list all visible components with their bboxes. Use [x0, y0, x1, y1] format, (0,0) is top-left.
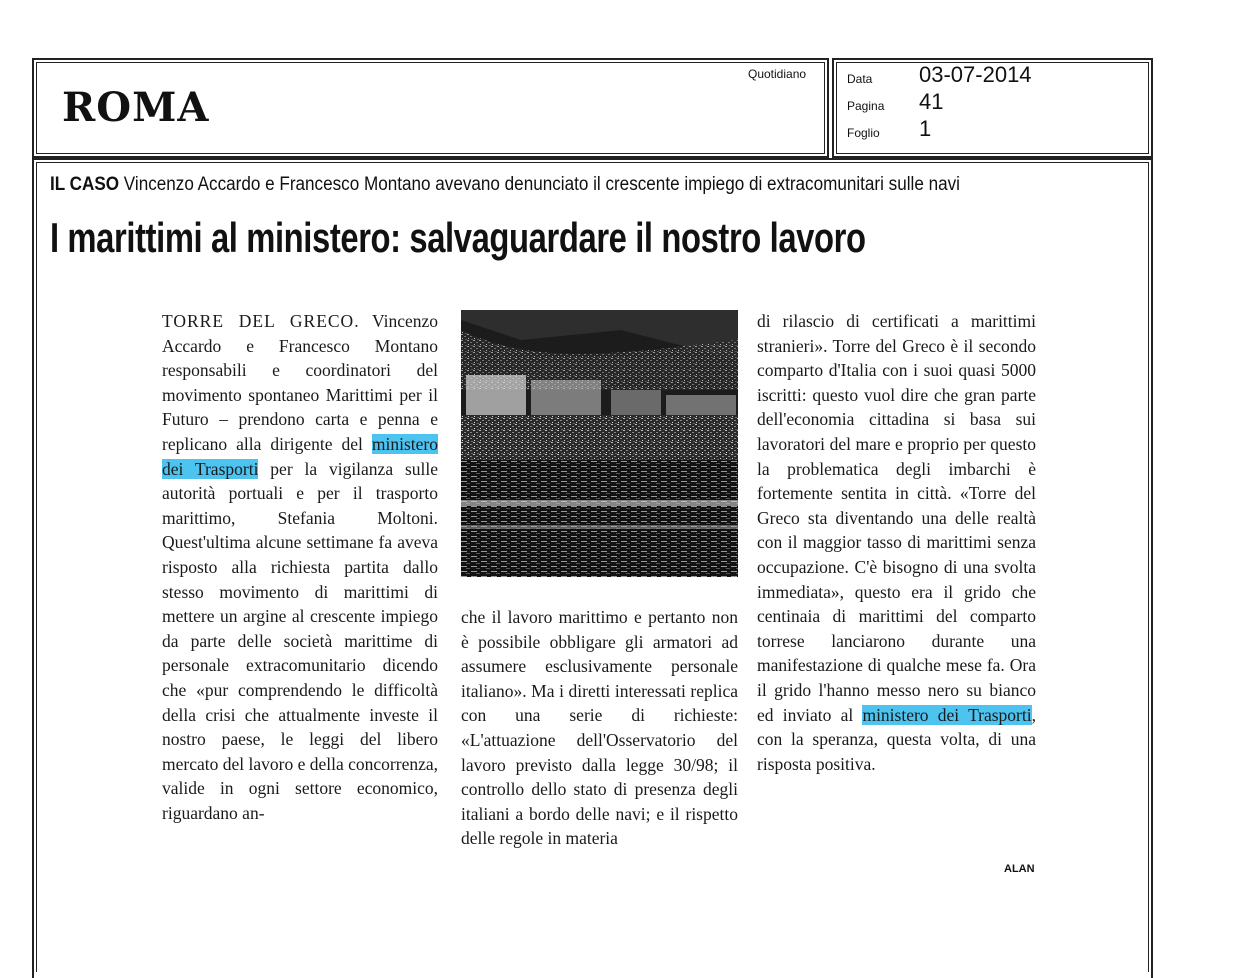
col3-text-start: di rilascio di certificati a marittimi stranieri». Torre del Greco è il secondo comparto d'Italia con i suoi quasi 5000 iscritti: questo vuol dire che gran parte dell'economia cittadina si basa sui lavoratori del mare e proprio per questo la problematica degli imbarchi è fortemente sentita in città. «Torre del Greco sta diventando una delle realtà con il maggior tasso di marittimi senza occupazione. C'è bisogno di una svolta immediata», questo era il grido che centinaia di marittimi del comparto torrese lanciarono durante una manifestazione di qualche mese fa. Ora il grido l'hanno messo nero su bianco ed inviato al: [757, 311, 1036, 725]
newspaper-name: ROMA: [62, 84, 210, 131]
newspaper-type: Quotidiano: [748, 67, 807, 81]
author-signature: ALAN: [1004, 863, 1035, 875]
date-label: Data: [847, 72, 873, 86]
article-column-2: [461, 605, 738, 851]
page-label: Pagina: [847, 99, 885, 113]
article-photo: [461, 310, 738, 577]
article-column-1: [162, 309, 438, 825]
col1-text-end: per la vigilanza sulle autorità portuali e per il trasporto marittimo, Stefania Moltoni. Quest'ultima alcune settimane fa aveva risposto alla richiesta partita dallo stesso movimento di marittimi di mettere un argine al crescente impiego da parte delle società marittime di personale extracomunitario dicendo che «pur comprendendo le difficoltà della crisi che attualmente investe il nostro paese, le leggi del libero mercato del lavoro e della concorrenza, valide in ogni settore economico, riguardano an-: [162, 458, 438, 823]
date-value: 03-07-2014: [919, 62, 1032, 87]
highlight-ministero-1: ministero dei Trasporti: [162, 433, 438, 479]
harbor-photo-image: [461, 310, 738, 577]
sheet-value: 1: [919, 116, 932, 141]
article-column-3: [757, 309, 1036, 776]
dateline-place: TORRE DEL GRECO: [162, 311, 355, 331]
sheet-label: Foglio: [847, 126, 880, 140]
kicker-label: IL CASO: [50, 174, 120, 195]
highlight-ministero-2: ministero dei Trasporti: [862, 704, 1032, 725]
page-value: 41: [919, 89, 944, 114]
article-kicker: [50, 174, 960, 196]
kicker-text: Vincenzo Accardo e Francesco Montano avevano denunciato il crescente impiego di extracomunitari sulle navi: [123, 174, 960, 195]
col2-text: che il lavoro marittimo e pertanto non è possibile obbligare gli armatori ad assumere esclusivamente personale italiano». Ma i diretti interessati replica con una serie di richieste: «L'attuazione dell'Osservatorio del lavoro previsto dalla legge 30/98; il controllo dello stato di presenza degli italiani a bordo delle navi; e il rispetto delle regole in materia: [461, 607, 738, 849]
col3-text-end: , con la speranza, questa volta, di una risposta positiva.: [757, 704, 1036, 774]
col1-text-start: . Vincenzo Accardo e Francesco Montano responsabili e coordinatori del movimento spontaneo Marittimi per il Futuro – prendono carta e penna e replicano alla dirigente del: [162, 311, 438, 454]
article-headline: I marittimi al ministero: salvaguardare il nostro lavoro: [50, 214, 866, 261]
